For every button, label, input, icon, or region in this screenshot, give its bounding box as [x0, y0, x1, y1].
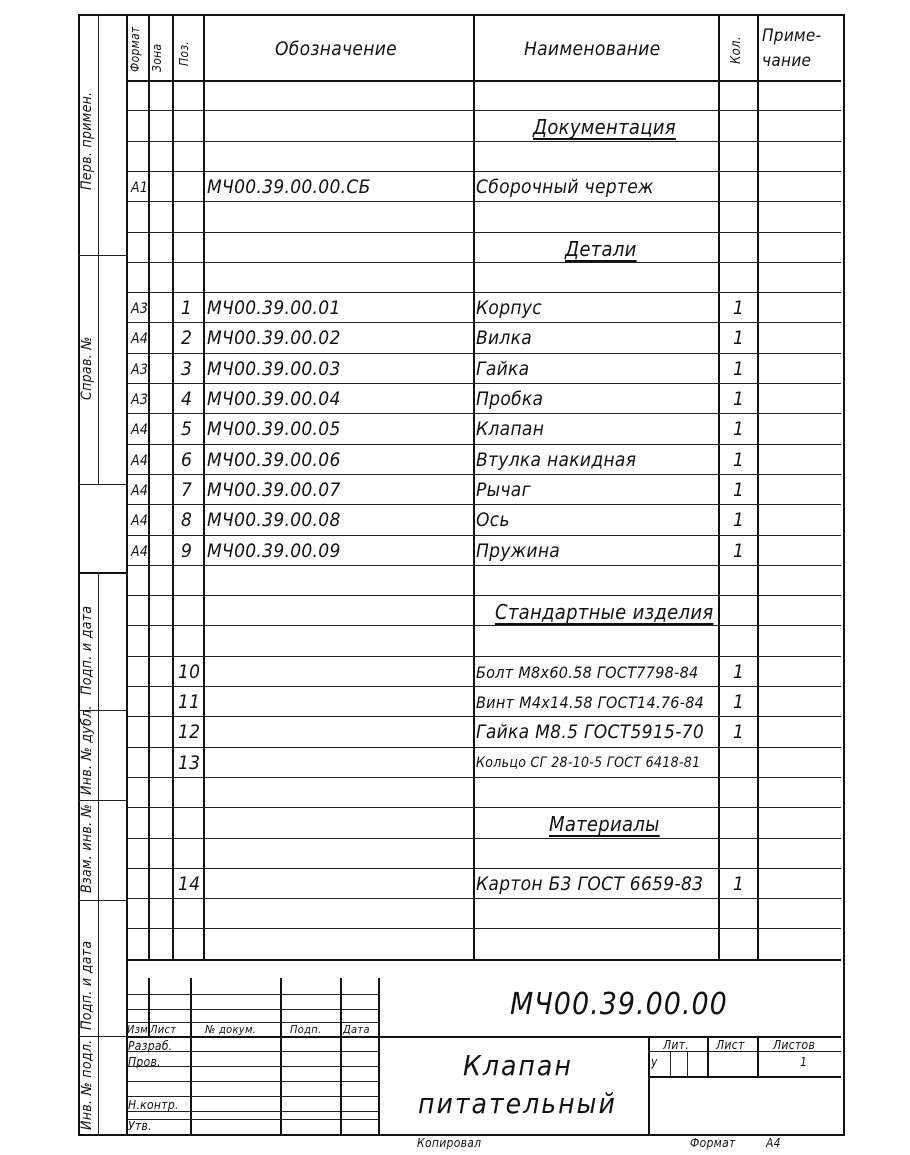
row-position: 14 [178, 873, 201, 895]
row-position: 2 [181, 327, 193, 349]
tb-sheets-value: 1 [800, 1055, 808, 1069]
row-position: 8 [181, 509, 193, 531]
row-line [126, 747, 841, 748]
row-format: А1 [131, 180, 149, 196]
column-line [757, 16, 759, 959]
row-designation: МЧ00.39.00.09 [207, 540, 341, 562]
row-format: А4 [131, 483, 149, 499]
row-name: Болт М8х60.58 ГОСТ7798-84 [476, 663, 699, 682]
row-line [126, 928, 841, 929]
row-line [126, 444, 841, 445]
tb-sheet: Лист [716, 1038, 745, 1052]
side-divider [78, 800, 126, 801]
row-position: 11 [178, 691, 201, 713]
row-format: А3 [131, 362, 149, 378]
row-line [126, 898, 841, 899]
tb-sheets: Листов [773, 1038, 816, 1052]
side-divider [78, 900, 126, 901]
header-zone: Зона [150, 43, 164, 72]
row-line [126, 353, 841, 354]
row-name: Вилка [476, 327, 533, 349]
row-quantity: 1 [733, 479, 745, 501]
row-quantity: 1 [733, 449, 745, 471]
side-divider [78, 572, 126, 574]
row-format: А4 [131, 453, 149, 469]
column-line [172, 16, 174, 959]
header-note-line1: Приме- [762, 26, 822, 46]
row-line [126, 656, 841, 657]
row-quantity: 1 [733, 418, 745, 440]
tb-utv: Утв. [128, 1119, 152, 1133]
row-line [126, 959, 841, 961]
format-value: А4 [766, 1136, 781, 1150]
row-quantity: 1 [733, 661, 745, 683]
row-name: Корпус [476, 297, 542, 319]
row-line [126, 686, 841, 687]
row-name: Пружина [476, 540, 561, 562]
row-name: Ось [476, 509, 510, 531]
side-label-perv-primen: Перв. примен. [79, 91, 95, 190]
row-line [126, 777, 841, 778]
row-line [126, 383, 841, 384]
document-code: МЧ00.39.00.00 [510, 987, 728, 1022]
row-designation: МЧ00.39.00.08 [207, 509, 341, 531]
row-designation: МЧ00.39.00.06 [207, 449, 341, 471]
header-qty: Кол. [729, 36, 744, 64]
row-line [126, 535, 841, 536]
row-format: А4 [131, 513, 149, 529]
row-designation: МЧ00.39.00.02 [207, 327, 341, 349]
row-line [126, 262, 841, 263]
row-line [126, 838, 841, 839]
row-position: 7 [181, 479, 193, 501]
row-position: 1 [181, 297, 193, 319]
row-designation: МЧ00.39.00.04 [207, 388, 341, 410]
tb-izm: Изм. [127, 1023, 152, 1036]
row-position: 10 [178, 661, 201, 683]
side-label-sprav-no: Справ. № [79, 336, 95, 400]
column-line [718, 16, 720, 959]
tb-list: Лист [150, 1023, 177, 1036]
title-col-line [707, 1036, 709, 1076]
row-name: Втулка накидная [476, 449, 637, 471]
row-position: 9 [181, 540, 193, 562]
row-designation: МЧ00.39.00.03 [207, 358, 341, 380]
section-heading: Стандартные изделия [495, 600, 714, 624]
row-line [126, 322, 841, 323]
row-name: Гайка М8.5 ГОСТ5915-70 [476, 721, 705, 743]
row-position: 6 [181, 449, 193, 471]
side-label-inv-dubl: Инв. № дубл. [79, 705, 95, 795]
row-quantity: 1 [733, 358, 745, 380]
row-line [126, 716, 841, 717]
row-designation: МЧ00.39.00.00.СБ [207, 176, 371, 198]
side-label-podp-data-2: Подп. и дата [79, 940, 95, 1030]
row-line [126, 141, 841, 142]
side-divider [78, 1036, 126, 1037]
row-position: 4 [181, 388, 193, 410]
tb-lit: Лит. [663, 1038, 690, 1052]
tb-razrab: Разраб. [128, 1039, 173, 1053]
side-divider [78, 484, 126, 485]
tb-nkontr: Н.контр. [128, 1098, 179, 1112]
tb-doc-no: № докум. [205, 1023, 257, 1036]
row-quantity: 1 [733, 509, 745, 531]
row-line [126, 625, 841, 626]
row-format: А4 [131, 544, 149, 560]
title-col-line [190, 978, 192, 1134]
section-heading: Документация [533, 115, 676, 139]
side-strip-divider [98, 572, 99, 1134]
row-format: А4 [131, 422, 149, 438]
tb-data: Дата [343, 1023, 370, 1036]
row-position: 12 [178, 721, 201, 743]
row-line [126, 595, 841, 596]
row-line [126, 232, 841, 233]
row-name: Гайка [476, 358, 530, 380]
row-position: 3 [181, 358, 193, 380]
row-name: Винт М4х14.58 ГОСТ14.76-84 [476, 693, 705, 712]
title-col-line [687, 1051, 688, 1076]
section-heading: Детали [565, 237, 637, 261]
row-designation: МЧ00.39.00.07 [207, 479, 341, 501]
row-quantity: 1 [733, 873, 745, 895]
tb-prov: Пров. [128, 1055, 161, 1069]
row-position: 13 [178, 752, 201, 774]
row-name: Клапан [476, 418, 545, 440]
row-name: Пробка [476, 388, 544, 410]
title-line2: питательный [418, 1087, 617, 1120]
row-line [126, 565, 841, 566]
row-line [126, 413, 841, 414]
row-format: А4 [131, 331, 149, 347]
row-format: А3 [131, 301, 149, 317]
row-name: Кольцо СГ 28-10-5 ГОСТ 6418-81 [476, 755, 701, 771]
side-label-inv-podl: Инв. № подл. [79, 1039, 95, 1130]
row-designation: МЧ00.39.00.01 [207, 297, 341, 319]
title-line1: Клапан [463, 1049, 573, 1082]
row-line [126, 292, 841, 293]
column-line [148, 16, 150, 959]
title-row-line [648, 1076, 841, 1078]
title-col-line [340, 978, 342, 1134]
section-heading: Материалы [549, 812, 660, 836]
column-line [203, 16, 205, 959]
column-line [473, 16, 475, 959]
drawing-frame [78, 14, 845, 1136]
header-bottom-line [126, 80, 841, 82]
title-col-line [757, 1036, 759, 1076]
row-quantity: 1 [733, 388, 745, 410]
row-format: А3 [131, 392, 149, 408]
row-name: Картон Б3 ГОСТ 6659-83 [476, 873, 704, 895]
row-name: Рычаг [476, 479, 531, 501]
row-line [126, 171, 841, 172]
row-line [126, 474, 841, 475]
header-designation: Обозначение [275, 38, 397, 60]
title-col-line [280, 978, 282, 1134]
side-label-vzam-inv: Взам. инв. № [79, 803, 95, 893]
row-line [126, 110, 841, 111]
tb-podp: Подп. [290, 1023, 322, 1036]
row-designation: МЧ00.39.00.05 [207, 418, 341, 440]
row-line [126, 504, 841, 505]
title-col-line [670, 1051, 671, 1076]
row-line [126, 868, 841, 869]
row-name: Сборочный чертеж [476, 176, 654, 198]
row-position: 5 [181, 418, 193, 440]
header-note-line2: чание [762, 51, 812, 71]
row-quantity: 1 [733, 297, 745, 319]
row-line [126, 201, 841, 202]
side-label-podp-data-1: Подп. и дата [79, 605, 95, 695]
row-quantity: 1 [733, 327, 745, 349]
row-quantity: 1 [733, 691, 745, 713]
row-quantity: 1 [733, 540, 745, 562]
format-label: Формат [690, 1136, 736, 1150]
header-pos: Поз. [177, 40, 191, 66]
header-format: Формат [128, 26, 142, 72]
title-col-line [378, 978, 380, 1134]
copied-label: Копировал [417, 1136, 482, 1150]
header-name: Наименование [524, 38, 661, 60]
tb-lit-value: у [651, 1055, 658, 1069]
side-strip-inner-border [126, 14, 128, 1134]
side-divider [78, 255, 126, 256]
side-strip-divider [98, 14, 99, 484]
row-quantity: 1 [733, 721, 745, 743]
row-line [126, 807, 841, 808]
